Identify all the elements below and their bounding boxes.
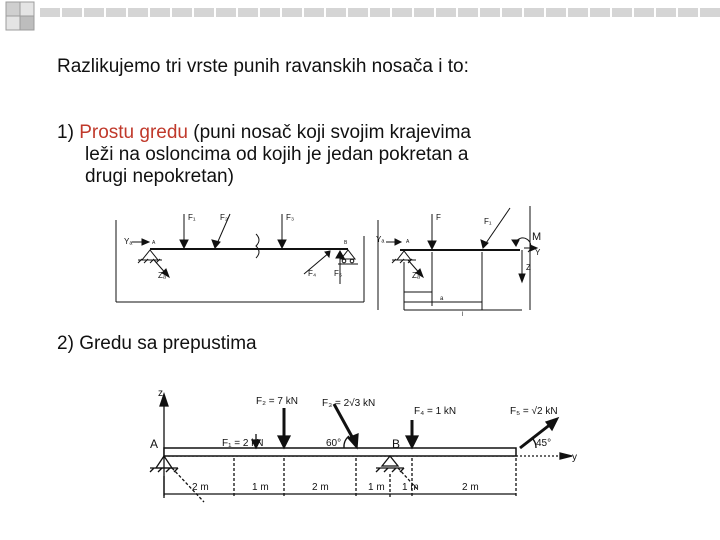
support-label-a: A [152, 240, 156, 246]
load-label-f5-d3: F₅ = √2 kN [510, 406, 558, 417]
intro-text: Razlikujemo tri vrste punih ravanskih nosača i to: [57, 56, 469, 77]
load-label-f2-d3: F₂ = 7 kN [256, 396, 298, 407]
dim-label-a: a [440, 296, 444, 302]
load-label-f: F [436, 213, 441, 222]
dim-label-l: l [462, 312, 464, 318]
load-label-f2: F₂ [220, 213, 228, 222]
load-label-f3: F₃ [286, 213, 295, 222]
reaction-label-ya-d2: Yₐ [376, 235, 385, 244]
corner-decoration [0, 0, 720, 40]
load-label-f1-d2: F₁ [484, 217, 492, 226]
list-number-2: 2) [57, 333, 74, 354]
list-item-1 [57, 122, 617, 188]
axis-label-y: y [572, 452, 577, 463]
simple-beam-diagram [112, 198, 370, 310]
load-label-f4-d3: F₄ = 1 kN [414, 406, 457, 417]
support-label-b: B [344, 240, 348, 246]
list-item-2 [57, 333, 257, 355]
dim-label-4: 1 m [368, 482, 385, 493]
dim-label-2: 1 m [252, 482, 269, 493]
reaction-label-za-d2: Zₐ [412, 271, 420, 280]
support-label-a-d3: A [150, 437, 159, 451]
dim-label-3: 2 m [312, 482, 329, 493]
moment-beam-diagram [372, 198, 542, 318]
angle-label-45: 45° [536, 438, 552, 449]
dim-label-5: 1 m [402, 482, 419, 493]
axis-label-z: z [158, 388, 163, 399]
reaction-label-z: Z [526, 263, 531, 272]
reaction-label-y: Y [535, 248, 541, 257]
reaction-label-za: Zₐ [158, 271, 166, 280]
load-label-f1-d3: F₁ = 2 kN [222, 438, 264, 449]
reaction-label-ya: Yₐ [124, 237, 133, 246]
support-label-b-d3: B [392, 437, 401, 451]
list-number-1: 1) [57, 122, 74, 143]
overhang-beam-diagram [148, 386, 588, 510]
term-prosta-greda: Prostu gredu [79, 122, 188, 143]
load-label-f4: F₄ [308, 269, 317, 278]
dim-label-1: 2 m [192, 482, 209, 493]
moment-label: M [532, 231, 542, 243]
item1-rest-1: (puni nosač koji svojim krajevima [187, 122, 471, 143]
load-label-f3-d3: F₃ = 2√3 kN [322, 398, 376, 409]
load-label-f5: F₅ [334, 269, 343, 278]
support-label-a-d2: A [406, 239, 410, 245]
item1-rest-2: leži na osloncima od kojih je jedan pokretan a [85, 144, 469, 165]
dim-label-6: 2 m [462, 482, 479, 493]
load-label-f1: F₁ [188, 213, 196, 222]
item2-text: Gredu sa prepustima [79, 333, 257, 354]
item1-rest-3: drugi nepokretan) [85, 166, 234, 187]
angle-label-60: 60° [326, 438, 342, 449]
